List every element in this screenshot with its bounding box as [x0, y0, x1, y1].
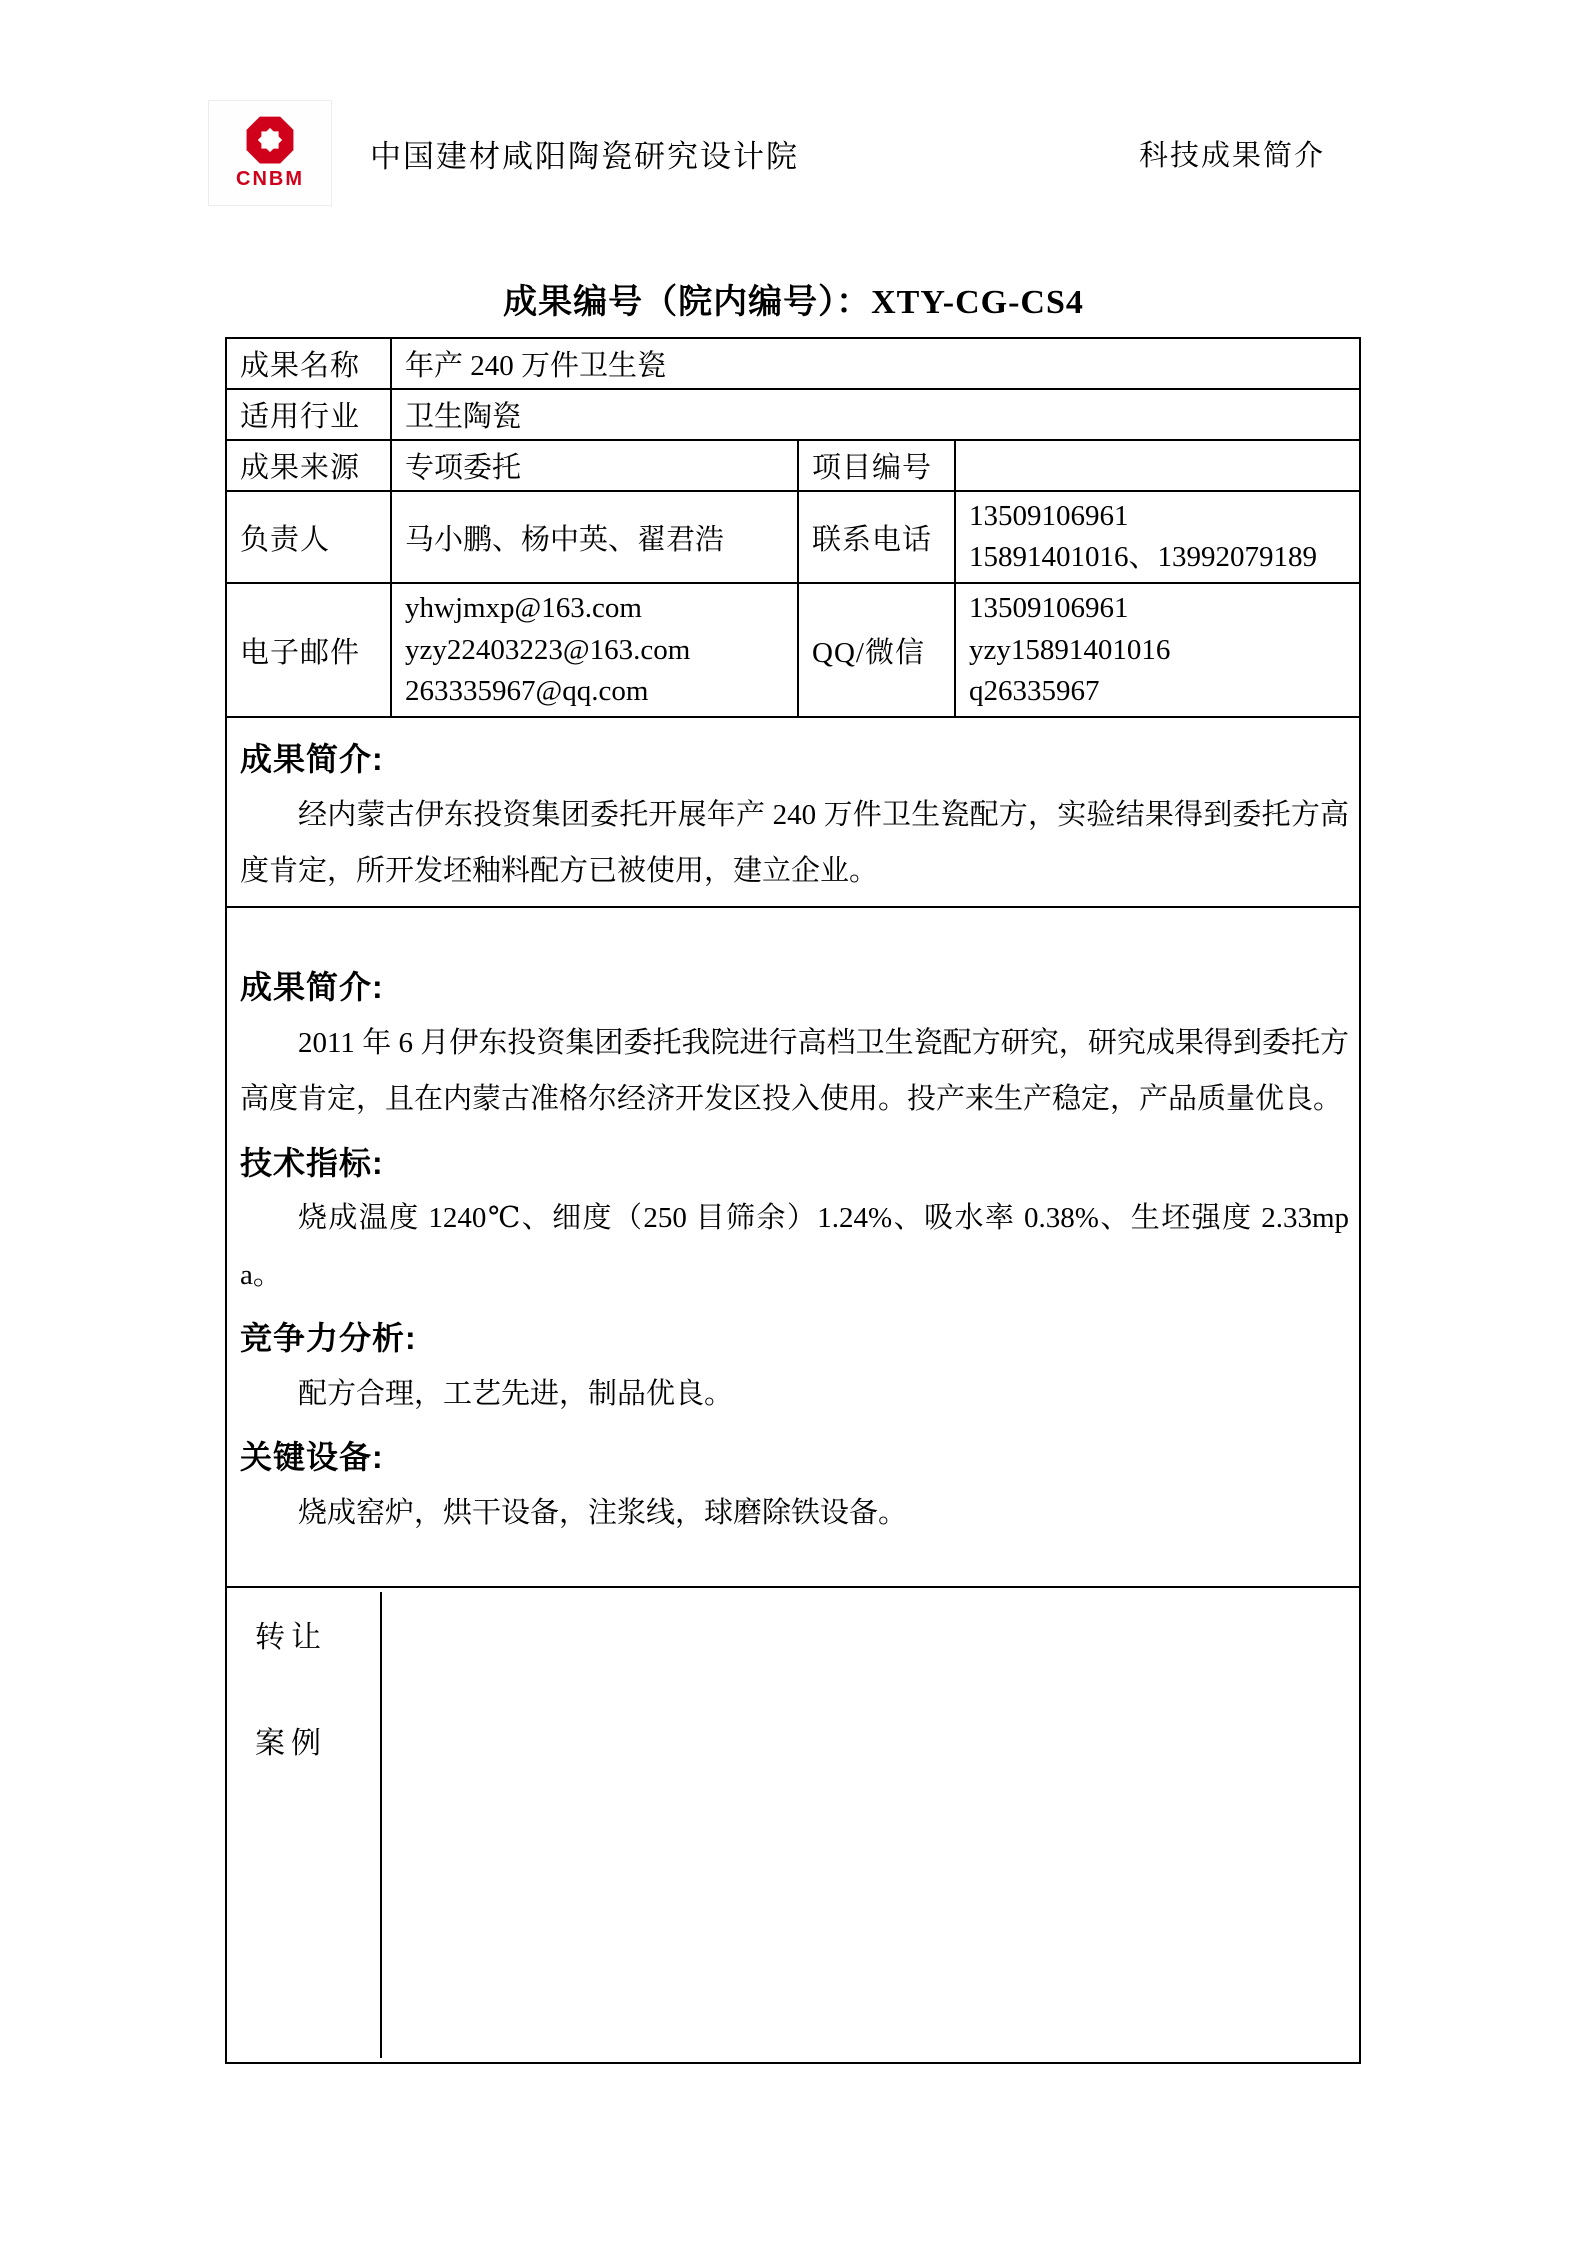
- project-no-value: [955, 440, 1360, 491]
- qq-wechat-label: QQ/微信: [798, 583, 955, 717]
- phone-line: 13509106961: [969, 500, 1129, 532]
- section-body: 2011 年 6 月伊东投资集团委托我院进行高档卫生瓷配方研究，研究成果得到委托方高度肯定，且在内蒙古准格尔经济开发区投入使用。投产来生产稳定，产品质量优良。: [240, 1026, 1350, 1116]
- leader-value: 马小鹏、杨中英、翟君浩: [391, 491, 798, 583]
- transfer-case-content-empty: [382, 1592, 1349, 2058]
- achievement-name-value: 年产 240 万件卫生瓷: [391, 338, 1360, 389]
- section-heading: 技术指标:: [240, 1144, 384, 1181]
- cnbm-logo-text: CNBM: [236, 168, 304, 190]
- email-label: 电子邮件: [226, 583, 391, 717]
- section-body: 烧成温度 1240℃、细度（250 目筛余）1.24%、吸水率 0.38%、生坯强度 2.33mpa。: [240, 1202, 1350, 1291]
- section-body: 配方合理，工艺先进，制品优良。: [298, 1377, 734, 1410]
- summary-section-1: [226, 717, 1360, 907]
- project-no-label: 项目编号: [798, 440, 955, 491]
- transfer-case-row: [226, 1587, 1360, 2063]
- details-section: [226, 907, 1360, 1587]
- phone-value: [955, 491, 1360, 583]
- email-line: yzy22403223@163.com: [405, 633, 691, 666]
- table-row: [226, 491, 1360, 583]
- cnbm-octagon-star-icon: [245, 115, 295, 165]
- source-label: 成果来源: [226, 440, 391, 491]
- table-row: [226, 583, 1360, 717]
- qq-line: q26335967: [969, 674, 1100, 707]
- phone-label: 联系电话: [798, 491, 955, 583]
- table-row: [226, 907, 1360, 1587]
- transfer-label-line: 转让: [255, 1620, 327, 1654]
- transfer-case-label: [240, 1592, 382, 2058]
- section-body: 经内蒙古伊东投资集团委托开展年产 240 万件卫生瓷配方，实验结果得到委托方高度肯定，所开发坯釉料配方已被使用，建立企业。: [240, 798, 1350, 888]
- source-value: 专项委托: [391, 440, 798, 491]
- table-row: [226, 1587, 1360, 2063]
- qq-line: 13509106961: [969, 592, 1129, 625]
- institute-name: 中国建材咸阳陶瓷研究设计院: [370, 138, 799, 174]
- table-row: [226, 389, 1360, 440]
- page-header: [0, 0, 1587, 206]
- achievement-name-label: 成果名称: [226, 338, 391, 389]
- phone-line: 15891401016、13992079189: [969, 541, 1318, 574]
- section-heading: 成果简介:: [240, 741, 384, 778]
- industry-label: 适用行业: [226, 389, 391, 440]
- industry-value: 卫生陶瓷: [391, 389, 1360, 440]
- leader-label: 负责人: [226, 491, 391, 583]
- section-heading: 成果简介:: [240, 969, 384, 1006]
- qq-line: yzy15891401016: [969, 633, 1171, 666]
- achievement-table: [225, 337, 1361, 2064]
- section-heading: 关键设备:: [240, 1439, 384, 1476]
- page-title: 成果编号（院内编号）：XTY-CG-CS4: [503, 284, 1084, 321]
- cnbm-logo: [208, 100, 332, 206]
- email-value: [391, 583, 798, 717]
- email-line: 263335967@qq.com: [405, 674, 649, 707]
- table-row: [226, 717, 1360, 907]
- email-line: yhwjmxp@163.com: [405, 592, 642, 625]
- section-body: 烧成窑炉，烘干设备，注浆线，球磨除铁设备。: [298, 1496, 908, 1529]
- section-heading: 竞争力分析:: [240, 1320, 417, 1357]
- document-type-label: 科技成果简介: [1138, 139, 1325, 172]
- qq-wechat-value: [955, 583, 1360, 717]
- table-row: [226, 338, 1360, 389]
- table-row: [226, 440, 1360, 491]
- transfer-label-line: 案例: [255, 1726, 327, 1760]
